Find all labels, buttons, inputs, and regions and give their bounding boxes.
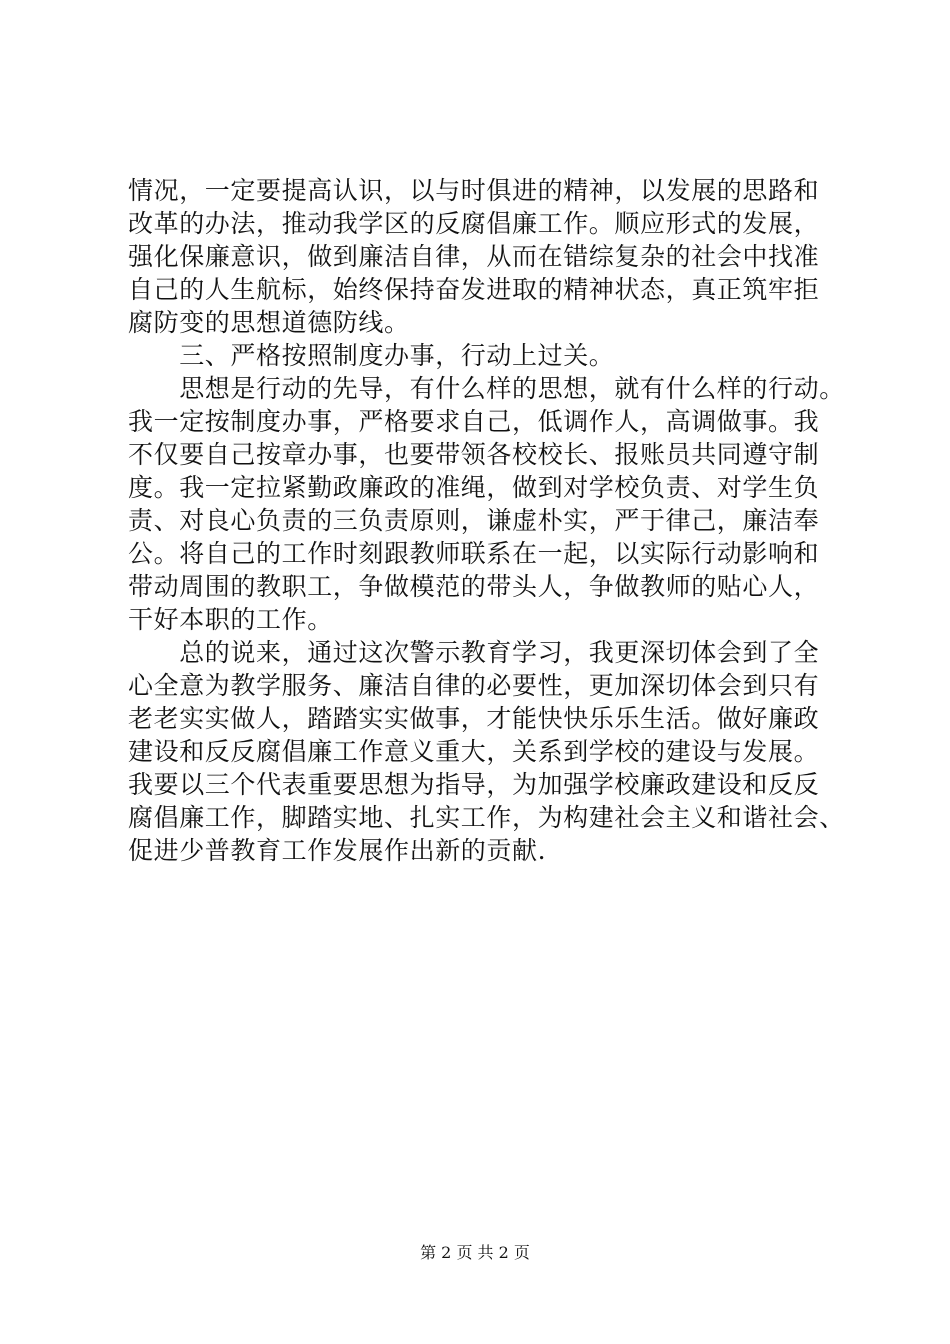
- text-line: 腐防变的思想道德防线。: [128, 308, 410, 337]
- text-line: 思想是行动的先导，有什么样的思想，就有什么样的行动。: [128, 374, 845, 403]
- text-line: 强化保廉意识，做到廉洁自律，从而在错综复杂的社会中找准: [128, 242, 820, 271]
- text-line: 责、对良心负责的三负责原则，谦虚朴实，严于律己，廉洁奉: [128, 506, 820, 535]
- text-line: 促进少普教育工作发展作出新的贡献.: [128, 836, 547, 865]
- page-number-label: 第 2 页 共 2 页: [420, 1243, 530, 1262]
- section-heading: 三、严格按照制度办事，行动上过关。: [128, 341, 615, 370]
- text-line: 带动周围的教职工，争做模范的带头人，争做教师的贴心人，: [128, 572, 820, 601]
- text-line: 心全意为教学服务、廉洁自律的必要性，更加深切体会到只有: [128, 671, 820, 700]
- text-line: 干好本职的工作。: [128, 605, 333, 634]
- text-line: 度。我一定拉紧勤政廉政的准绳，做到对学校负责、对学生负: [128, 473, 820, 502]
- text-line: 总的说来，通过这次警示教育学习，我更深切体会到了全: [128, 638, 820, 667]
- page-footer: [0, 1242, 950, 1264]
- text-line: 我一定按制度办事，严格要求自己，低调作人，高调做事。我: [128, 407, 820, 436]
- text-line: 公。将自己的工作时刻跟教师联系在一起，以实际行动影响和: [128, 539, 820, 568]
- body-text: [128, 174, 848, 867]
- text-line: 建设和反反腐倡廉工作意义重大，关系到学校的建设与发展。: [128, 737, 820, 766]
- text-line: 改革的办法，推动我学区的反腐倡廉工作。顺应形式的发展，: [128, 209, 820, 238]
- text-line: 我要以三个代表重要思想为指导，为加强学校廉政建设和反反: [128, 770, 820, 799]
- text-line: 情况，一定要提高认识，以与时俱进的精神，以发展的思路和: [128, 176, 820, 205]
- text-line: 不仅要自己按章办事，也要带领各校校长、报账员共同遵守制: [128, 440, 820, 469]
- text-line: 老老实实做人，踏踏实实做事，才能快快乐乐生活。做好廉政: [128, 704, 820, 733]
- text-line: 自己的人生航标，始终保持奋发进取的精神状态，真正筑牢拒: [128, 275, 820, 304]
- text-line: 腐倡廉工作，脚踏实地、扎实工作，为构建社会主义和谐社会、: [128, 803, 845, 832]
